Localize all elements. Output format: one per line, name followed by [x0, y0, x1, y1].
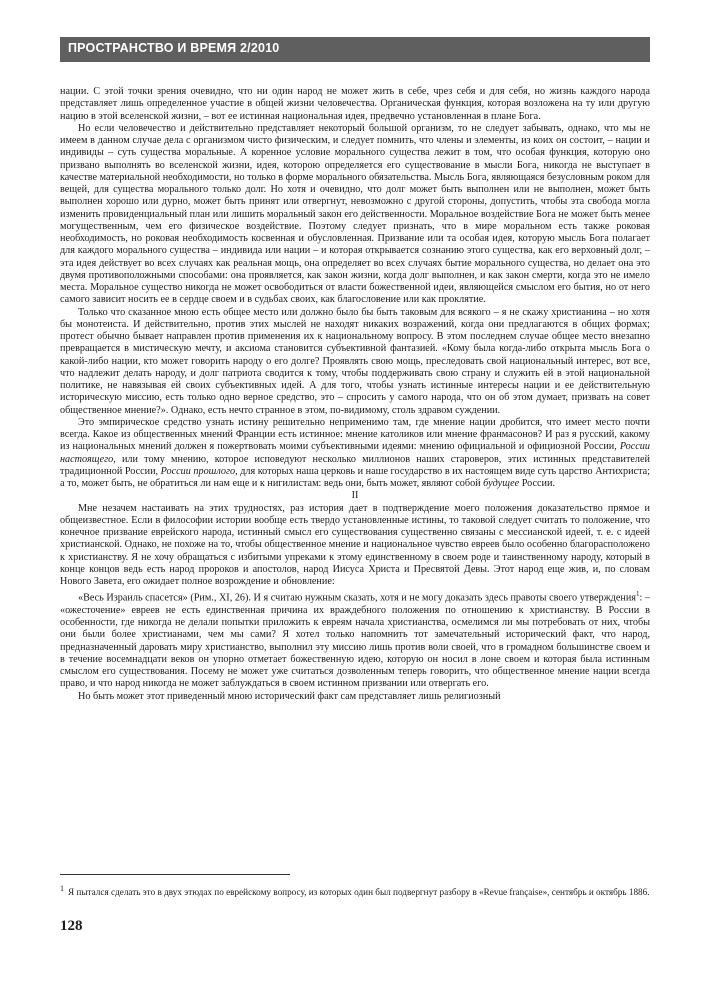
paragraph-4: [60, 417, 650, 491]
paragraph-3: Только что сказанное мною есть общее место или должно было бы быть таковым для всякого – я не скажу христианина – но хотя бы монотеиста. И действительно, против этих мыслей не находят никаких возражений, когда они предлагаются в общих формах; протест обычно бывает направлен против применения их к национальному вопросу. В этом последнем случае общее место внезапно превращается в мистическую мечту, и аксиома становится субъективной фантазией. «Кому была когда-либо открыта мысль Бога о какой-либо нации, кто может говорить народу о его долге? Проявлять свою мощь, преследовать свой национальный интерес, вот все, что надлежит делать народу, и долг патриота сводится к тому, чтобы поддерживать свою страну и служить ей в этой национальной политике, не навязывая ей своих субъективных идей. А для того, чтобы узнать истинные интересы нации и ее действительную историческую миссию, есть только одно верное средство, это – спросить у самого народа, что он об этом думает, призвать на совет общественное мнение?». Однако, есть нечто странное в этом, по-видимому, столь здравом суждении.: [60, 306, 650, 416]
paragraph-6: [60, 588, 650, 690]
paragraph-6-start: «Весь Израиль спасется» (Рим., XI, 26). И я считаю нужным сказать, хотя и не могу доказать здесь правоты своего утверждения: [78, 592, 636, 604]
paragraph-2: Но если человечество и действительно представляет некоторый большой организм, то не следует забывать, однако, что мы не имеем в данном случае дела с организмом чисто физическим, и следует помнить, что члены и элементы, из коих он состоит, – нации и индивиды – суть существа моральные. А коренное условие морального существа лежит в том, что особая функция, которую оно призвано выполнять во вселенской жизни, идея, которою определяется его существование в мысли Бога, никогда не выступает в качестве материальной необходимости, но только в форме морального обязательства. Мысль Бога, являющаяся безусловным роком для вещей, для существа морального только долг. Но хотя и очевидно, что долг может быть выполнен или не выполнен, может быть выполнен хорошо или дурно, может быть принят или отвергнут, невозможно с другой стороны, допустить, чтобы эта свобода могла изменить провиденциальный план или лишить моральный закон его действенности. Моральное воздействие Бога не может быть менее могущественным, чем его физическое воздействие. Поэтому следует признать, что в мире моральном есть также роковая необходимость, но роковая необходимость косвенная и обусловленная. Призвание или та особая идея, которую мысль Бога полагает для каждого морального существа – индивида или нации – и которая открывается сознанию этого существа, как его верховный долг, – эта идея действует во всех случаях как реальная мощь, она определяет во всех случаях бытие морального существа, но делает она это двумя противоположными способами: она проявляется, как закон жизни, когда долг выполнен, и как закон смерти, когда это не имело места. Моральное существо никогда не может освободиться от власти божественной идеи, являющейся смыслом его бытия, но от него самого зависит носить ее в сердце своем и в судьбах своих, как благословение или как проклятие.: [60, 122, 650, 306]
italic-phrase-past: России прошлого: [160, 465, 236, 477]
italic-phrase-future: будущее: [483, 478, 520, 489]
footnote-divider: [60, 874, 290, 875]
paragraph-1: нации. С этой точки зрения очевидно, что ни один народ не может жить в себе, чрез себя и для себя, но жизнь каждого народа представляет лишь определенное участие в общей жизни человечества. Органическая функция, которая возложена на ту или другую нацию в этой вселенской жизни, – вот ее истинная национальная идея, предвечно установленная в плане Бога.: [60, 86, 650, 122]
paragraph-4-end: России.: [519, 478, 555, 489]
paragraph-6-rest: : – «ожесточение» евреев не есть единственная причина их враждебного положения по отношению к христианству. В России в особенности, где никогда не делали попытки приложить к евреям начала христианства, осмелимся ли мы потребовать от них, чтобы они были более христианами, чем мы сами? Я хотел только напомнить тот замечательный исторический факт, что народ, предназначенный даровать миру христианство, выполнил эту миссию лишь против воли своей, что в громадном большинстве своем и в течение восемнадцати веков он упорно отметает божественную идею, которую он носил в лоне своем и которая была истинным смыслом его существования. Посему не может уже считаться дозволенным теперь говорить, что общественное мнение нации всегда право, и что народ никогда не может заблуждаться в своем истинном призвании или отвергать его.: [60, 592, 650, 690]
footnote-number: 1: [60, 884, 64, 893]
paragraph-4-mid2: , для которых наша церковь и наше государство в их настоящем виде суть царство Антихриста; а то, может быть, не обратиться ли нам еще и к нигилистам: ведь они, быть может, являют собой: [60, 465, 650, 489]
paragraph-5: Мне незачем настаивать на этих трудностях, раз история дает в подтверждение моего положения доказательство прямое и общеизвестное. Если в философии истории вообще есть твердо установленные истины, то таковой следует считать то положение, что конечное призвание еврейского народа, истинный смысл его существования существенно связаны с мессианской идеей, т. е. с идеей христианской. Однако, не похоже на то, чтобы общественное мнение и национальное чувство евреев было особенно благорасположено к христианству. Я не хочу обращаться с избитыми упреками к этому единственному в своем роде и таинственному народу, который в конце концов ведь есть народ пророков и апостолов, народ Иисуса Христа и Пресвятой Девы. Этот народ еще жив, и, по словам Нового Завета, его ожидает полное возрождение и обновление:: [60, 502, 650, 587]
footnote-ref[interactable]: 1: [635, 590, 640, 599]
running-header: [60, 37, 650, 62]
paragraph-4-start: Это эмпирическое средство узнать истину решительно неприменимо там, где мнение нации дробится, что имеет место почти всегда. Какое из общественных мнений Франции есть истинное: мнение католиков или мнение франмасонов? И раз я русский, какому из национальных мнений должен я пожертвовать моими субъективными идеями: мнению официальной и официозной России,: [60, 416, 650, 453]
section-number: II: [351, 490, 359, 502]
footnote-text: Я пытался сделать это в двух этюдах по еврейскому вопросу, из которых один был подвергнут разбору в «Revue française», сентябрь и октябрь 1886.: [68, 887, 650, 898]
italic-phrase-present: России настоящего: [60, 441, 650, 465]
footnote: [60, 883, 650, 899]
article-body: [60, 86, 650, 703]
paragraph-7: Но быть может этот приведенный мною исторический факт сам представляет лишь религиозный: [78, 690, 501, 702]
page-number: 128: [60, 918, 83, 934]
paragraph-4-mid1: , или тому мнению, которое исповедуют несколько миллионов наших староверов, этих истинных представителей традиционной России,: [60, 453, 650, 477]
journal-title: ПРОСТРАНСТВО И ВРЕМЯ 2/2010: [68, 41, 280, 55]
